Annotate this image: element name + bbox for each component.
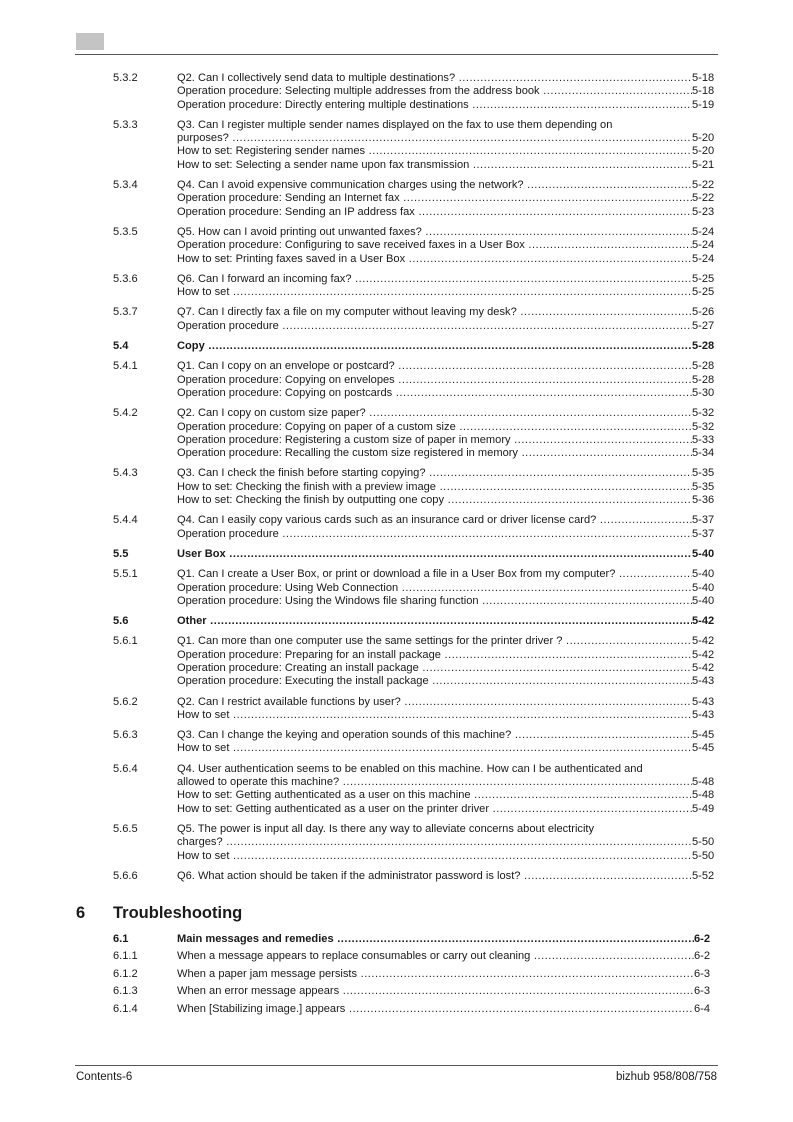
- toc-entry: [0, 696, 793, 723]
- toc-line[interactable]: [0, 709, 793, 722]
- toc-line[interactable]: [0, 850, 793, 863]
- toc-line[interactable]: [0, 253, 793, 266]
- toc-line[interactable]: [0, 696, 793, 709]
- section-number: 5.3.6: [113, 272, 138, 285]
- toc-entry: [0, 306, 793, 333]
- entry-title: How to set .....: [177, 850, 694, 863]
- toc-entry: [0, 226, 793, 266]
- entry-title: How to set: Printing faxes saved in a User Box .....: [177, 253, 694, 266]
- section-number: 6.1.2: [113, 967, 138, 980]
- page-number: 5-45: [692, 742, 718, 755]
- page-number: 5-26: [692, 306, 718, 319]
- section-number: 5.6.2: [113, 695, 138, 708]
- entry-title: Q1. Can I copy on an envelope or postcard? .....: [177, 360, 694, 373]
- toc-entry: [0, 179, 793, 219]
- page-number: 5-43: [692, 709, 718, 722]
- toc-entry: [0, 273, 793, 300]
- section-number: 5.5: [113, 547, 129, 560]
- page-number: 5-24: [692, 239, 718, 252]
- page-number: 5-35: [692, 467, 718, 480]
- page-number: 5-40: [692, 548, 718, 561]
- page-number: 5-22: [692, 179, 718, 192]
- toc-line[interactable]: [0, 615, 793, 628]
- toc-line[interactable]: [0, 434, 793, 447]
- toc-line[interactable]: [0, 950, 793, 963]
- toc-entry: [0, 548, 793, 561]
- toc-line[interactable]: [0, 286, 793, 299]
- entry-title: How to set: Getting authenticated as a user on the printer driver .....: [177, 803, 694, 816]
- page-number: 5-28: [692, 360, 718, 373]
- toc-line[interactable]: [0, 870, 793, 883]
- page-number: 5-48: [692, 776, 718, 789]
- page-number: 5-34: [692, 447, 718, 460]
- page-number: 5-28: [692, 374, 718, 387]
- toc-entry: [0, 1003, 793, 1016]
- toc-line[interactable]: [0, 823, 793, 836]
- section-number: 5.5.1: [113, 568, 138, 581]
- page-number: 5-32: [692, 421, 718, 434]
- toc-line[interactable]: [0, 273, 793, 286]
- toc-line[interactable]: [0, 374, 793, 387]
- page-number: 5-42: [692, 662, 718, 675]
- page-number: 5-50: [692, 836, 718, 849]
- toc-line[interactable]: [0, 119, 793, 132]
- toc-line[interactable]: [0, 582, 793, 595]
- entry-title: How to set .....: [177, 286, 694, 299]
- page-number: 6-2: [694, 933, 720, 946]
- page-number: 5-40: [692, 595, 718, 608]
- entry-title: When a message appears to replace consumables or carry out cleaning .....: [177, 950, 694, 963]
- page-number: 5-19: [692, 99, 718, 112]
- section-number: 5.4: [113, 340, 129, 353]
- page-number: 5-23: [692, 206, 718, 219]
- entry-title: How to set: Registering sender names .....: [177, 145, 694, 158]
- page-number: 5-18: [692, 72, 718, 85]
- entry-title: Other .....: [177, 615, 694, 628]
- section-number: 5.6: [113, 615, 129, 628]
- page-number: 5-24: [692, 226, 718, 239]
- entry-title: Operation procedure .....: [177, 320, 694, 333]
- toc-entry: [0, 763, 793, 816]
- toc-line[interactable]: [0, 340, 793, 353]
- entry-title: purposes? .....: [177, 132, 694, 145]
- toc-line[interactable]: [0, 836, 793, 849]
- section-number: 5.3.5: [113, 225, 138, 238]
- entry-title: Q4. User authentication seems to be enabled on this machine. How can I be authenticated and: [177, 762, 643, 775]
- toc-line[interactable]: [0, 239, 793, 252]
- page-number: 5-42: [692, 649, 718, 662]
- entry-title: Operation procedure: Using the Windows file sharing function .....: [177, 595, 694, 608]
- entry-title: Operation procedure: Sending an Internet fax .....: [177, 192, 694, 205]
- page-number: 5-30: [692, 387, 718, 400]
- toc-line[interactable]: [0, 306, 793, 319]
- page-number: 5-22: [692, 192, 718, 205]
- entry-title: Operation procedure: Copying on envelopes .....: [177, 374, 694, 387]
- entry-title: Q4. Can I avoid expensive communication charges using the network? .....: [177, 179, 694, 192]
- entry-title: Q3. Can I check the finish before starting copying? .....: [177, 467, 694, 480]
- page-number: 5-42: [692, 635, 718, 648]
- entry-title: Operation procedure: Copying on paper of a custom size .....: [177, 421, 694, 434]
- toc-line[interactable]: [0, 635, 793, 648]
- entry-title: How to set .....: [177, 709, 694, 722]
- entry-title: Q2. Can I copy on custom size paper? .....: [177, 407, 694, 420]
- toc-line[interactable]: [0, 985, 793, 998]
- entry-title: Q6. Can I forward an incoming fax? .....: [177, 273, 694, 286]
- page-number: 5-50: [692, 850, 718, 863]
- entry-title: When a paper jam message persists .....: [177, 968, 694, 981]
- page-number: 5-45: [692, 729, 718, 742]
- page-number: 6-3: [694, 968, 720, 981]
- section-number: 5.3.3: [113, 118, 138, 131]
- section-number: 5.3.4: [113, 179, 138, 192]
- page-number: 5-35: [692, 481, 718, 494]
- section-number: 5.6.5: [113, 822, 138, 835]
- toc-line[interactable]: [0, 568, 793, 581]
- entry-title: Operation procedure: Copying on postcards .....: [177, 387, 694, 400]
- entry-title: Operation procedure: Using Web Connection .....: [177, 582, 694, 595]
- entry-title: Operation procedure: Configuring to save received faxes in a User Box .....: [177, 239, 694, 252]
- toc-entry: [0, 985, 793, 998]
- chapter-heading: [0, 904, 793, 928]
- toc-entry: [0, 568, 793, 608]
- page-number: 5-52: [692, 870, 718, 883]
- section-number: 5.6.4: [113, 762, 138, 775]
- page-number: 5-18: [692, 85, 718, 98]
- footer-page-label: Contents-6: [76, 1071, 133, 1083]
- toc-line[interactable]: [0, 360, 793, 373]
- footer-model-name: bizhub 958/808/758: [615, 1071, 717, 1083]
- toc-entry: [0, 360, 793, 400]
- entry-title: Q1. Can I create a User Box, or print or download a file in a User Box from my computer? .....: [177, 568, 694, 581]
- page-number: 5-37: [692, 514, 718, 527]
- toc-line[interactable]: [0, 72, 793, 85]
- entry-title: Operation procedure .....: [177, 528, 694, 541]
- toc-entry: [0, 72, 793, 112]
- footer-rule: [75, 1065, 718, 1066]
- section-number: 5.6.3: [113, 729, 138, 742]
- entry-title: Q7. Can I directly fax a file on my computer without leaving my desk? .....: [177, 306, 694, 319]
- entry-title: Operation procedure: Creating an install package .....: [177, 662, 694, 675]
- page-number: 5-20: [692, 132, 718, 145]
- toc-entry: [0, 950, 793, 963]
- entry-title: charges? .....: [177, 836, 694, 849]
- entry-title: Main messages and remedies .....: [177, 933, 694, 946]
- toc-list: [0, 72, 793, 883]
- section-number: 5.6.6: [113, 869, 138, 882]
- toc-line[interactable]: [0, 467, 793, 480]
- section-number: 6.1.1: [113, 950, 138, 963]
- entry-title: Q4. Can I easily copy various cards such as an insurance card or driver license card? .....: [177, 514, 694, 527]
- toc-entry: [0, 615, 793, 628]
- entry-title: Q1. Can more than one computer use the same settings for the printer driver ? .....: [177, 635, 694, 648]
- section-number: 5.6.1: [113, 635, 138, 648]
- toc-line[interactable]: [0, 514, 793, 527]
- toc-list-chapter-6: [0, 933, 793, 1016]
- section-number: 6.1.3: [113, 985, 138, 998]
- page-number: 6-2: [694, 950, 720, 963]
- page-number: 6-3: [694, 985, 720, 998]
- entry-title: When an error message appears .....: [177, 985, 694, 998]
- entry-title: How to set: Selecting a sender name upon fax transmission .....: [177, 159, 694, 172]
- toc-line[interactable]: [0, 776, 793, 789]
- toc-line[interactable]: [0, 85, 793, 98]
- toc-entry: [0, 467, 793, 507]
- toc-line[interactable]: [0, 99, 793, 112]
- toc-entry: [0, 635, 793, 688]
- section-number: 5.3.2: [113, 72, 138, 84]
- section-number: 5.4.2: [113, 407, 138, 420]
- toc-line[interactable]: [0, 387, 793, 400]
- entry-title: Operation procedure: Recalling the custom size registered in memory .....: [177, 447, 694, 460]
- toc-line[interactable]: [0, 226, 793, 239]
- entry-title: allowed to operate this machine? .....: [177, 776, 694, 789]
- toc-entry: [0, 933, 793, 946]
- page-number: 5-43: [692, 675, 718, 688]
- toc-line[interactable]: [0, 675, 793, 688]
- entry-title: Q3. Can I register multiple sender names displayed on the fax to use them depending on: [177, 118, 613, 131]
- toc-line[interactable]: [0, 649, 793, 662]
- toc-entry: [0, 340, 793, 353]
- entry-title: Operation procedure: Preparing for an install package .....: [177, 649, 694, 662]
- page-number: 5-42: [692, 615, 718, 628]
- entry-title: Operation procedure: Sending an IP address fax .....: [177, 206, 694, 219]
- toc-line[interactable]: [0, 494, 793, 507]
- page-number: 5-27: [692, 320, 718, 333]
- section-number: 5.4.4: [113, 514, 138, 527]
- section-number: 5.4.1: [113, 360, 138, 373]
- toc-line[interactable]: [0, 1003, 793, 1016]
- toc-line[interactable]: [0, 595, 793, 608]
- page-number: 5-32: [692, 407, 718, 420]
- entry-title: Q6. What action should be taken if the administrator password is lost? .....: [177, 870, 694, 883]
- toc-line[interactable]: [0, 320, 793, 333]
- page-number: 5-28: [692, 340, 718, 353]
- page-number: 5-25: [692, 273, 718, 286]
- toc-line[interactable]: [0, 481, 793, 494]
- entry-title: Q2. Can I restrict available functions by user? .....: [177, 696, 694, 709]
- toc-entry: [0, 870, 793, 883]
- entry-title: How to set .....: [177, 742, 694, 755]
- toc-line[interactable]: [0, 192, 793, 205]
- section-number: 5.4.3: [113, 467, 138, 480]
- page-number: 5-40: [692, 568, 718, 581]
- toc-line[interactable]: [0, 447, 793, 460]
- toc-entry: [0, 729, 793, 756]
- toc-line[interactable]: [0, 159, 793, 172]
- toc-line[interactable]: [0, 933, 793, 946]
- entry-title: Q5. How can I avoid printing out unwanted faxes? .....: [177, 226, 694, 239]
- chapter-title: Troubleshooting: [113, 904, 243, 922]
- section-number: 6.1.4: [113, 1002, 138, 1015]
- entry-title: How to set: Checking the finish with a preview image .....: [177, 481, 694, 494]
- toc-line[interactable]: [0, 662, 793, 675]
- entry-title: Copy .....: [177, 340, 694, 353]
- toc-line[interactable]: [0, 803, 793, 816]
- toc-line[interactable]: [0, 763, 793, 776]
- toc-entry: [0, 407, 793, 460]
- header-tab: [76, 33, 104, 50]
- toc-entry: [0, 514, 793, 541]
- entry-title: Operation procedure: Executing the install package .....: [177, 675, 694, 688]
- toc-line[interactable]: [0, 132, 793, 145]
- toc-entry: [0, 968, 793, 981]
- entry-title: Operation procedure: Selecting multiple addresses from the address book .....: [177, 85, 694, 98]
- toc-entry: [0, 823, 793, 863]
- entry-title: When [Stabilizing image.] appears .....: [177, 1003, 694, 1016]
- toc-entry: [0, 119, 793, 172]
- page-number: 5-48: [692, 789, 718, 802]
- header-rule: [75, 54, 718, 55]
- entry-title: Operation procedure: Directly entering multiple destinations .....: [177, 99, 694, 112]
- page-number: 5-43: [692, 696, 718, 709]
- entry-title: User Box .....: [177, 548, 694, 561]
- toc-line[interactable]: [0, 789, 793, 802]
- entry-title: Operation procedure: Registering a custom size of paper in memory .....: [177, 434, 694, 447]
- toc-line[interactable]: [0, 968, 793, 981]
- page-number: 5-49: [692, 803, 718, 816]
- entry-title: Q3. Can I change the keying and operation sounds of this machine? .....: [177, 729, 694, 742]
- entry-title: How to set: Getting authenticated as a user on this machine .....: [177, 789, 694, 802]
- toc-line[interactable]: [0, 729, 793, 742]
- section-number: 6.1: [113, 933, 129, 945]
- page-number: 5-20: [692, 145, 718, 158]
- page-number: 5-24: [692, 253, 718, 266]
- toc-line[interactable]: [0, 742, 793, 755]
- toc-line[interactable]: [0, 528, 793, 541]
- page-number: 5-36: [692, 494, 718, 507]
- entry-title: Q2. Can I collectively send data to multiple destinations? .....: [177, 72, 694, 85]
- section-number: 5.3.7: [113, 306, 138, 319]
- page-number: 6-4: [694, 1003, 720, 1016]
- toc-line[interactable]: [0, 179, 793, 192]
- entry-title: How to set: Checking the finish by outputting one copy .....: [177, 494, 694, 507]
- toc-line[interactable]: [0, 421, 793, 434]
- entry-title: Q5. The power is input all day. Is there any way to alleviate concerns about electricity: [177, 822, 595, 835]
- toc-line[interactable]: [0, 206, 793, 219]
- chapter-number: 6: [76, 904, 86, 922]
- toc-line[interactable]: [0, 548, 793, 561]
- page-number: 5-40: [692, 582, 718, 595]
- page-number: 5-33: [692, 434, 718, 447]
- toc-line[interactable]: [0, 145, 793, 158]
- page-number: 5-25: [692, 286, 718, 299]
- page-number: 5-37: [692, 528, 718, 541]
- page-number: 5-21: [692, 159, 718, 172]
- toc-line[interactable]: [0, 407, 793, 420]
